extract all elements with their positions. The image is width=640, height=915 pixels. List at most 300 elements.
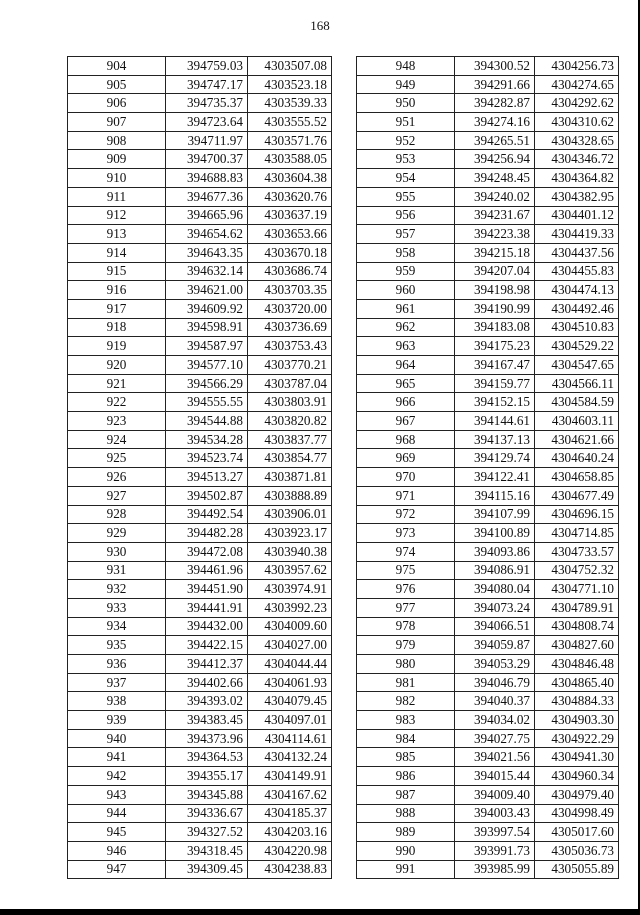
y-coordinate-cell: 4304437.56	[535, 243, 619, 262]
table-row	[357, 841, 619, 860]
table-row	[357, 449, 619, 468]
table-row	[68, 711, 332, 730]
x-coordinate-cell: 394137.13	[455, 430, 535, 449]
x-coordinate-cell: 393991.73	[455, 841, 535, 860]
point-number-cell: 989	[357, 823, 455, 842]
point-number-cell: 917	[68, 299, 166, 318]
point-number-cell: 924	[68, 430, 166, 449]
x-coordinate-cell: 394274.16	[455, 113, 535, 132]
table-row	[357, 673, 619, 692]
x-coordinate-cell: 394502.87	[166, 486, 248, 505]
point-number-cell: 988	[357, 804, 455, 823]
x-coordinate-cell: 394393.02	[166, 692, 248, 711]
y-coordinate-cell: 4304696.15	[535, 505, 619, 524]
point-number-cell: 923	[68, 412, 166, 431]
table-row	[357, 468, 619, 487]
point-number-cell: 926	[68, 468, 166, 487]
table-row	[357, 57, 619, 76]
table-row	[68, 580, 332, 599]
x-coordinate-cell: 394115.16	[455, 486, 535, 505]
y-coordinate-cell: 4304061.93	[248, 673, 332, 692]
table-row	[357, 561, 619, 580]
y-coordinate-cell: 4304941.30	[535, 748, 619, 767]
table-row	[68, 860, 332, 879]
point-number-cell: 916	[68, 281, 166, 300]
point-number-cell: 956	[357, 206, 455, 225]
y-coordinate-cell: 4303854.77	[248, 449, 332, 468]
table-row	[68, 57, 332, 76]
x-coordinate-cell: 394598.91	[166, 318, 248, 337]
x-coordinate-cell: 394492.54	[166, 505, 248, 524]
y-coordinate-cell: 4304547.65	[535, 356, 619, 375]
table-row	[68, 767, 332, 786]
table-row	[68, 281, 332, 300]
table-row	[68, 449, 332, 468]
table-row	[68, 561, 332, 580]
y-coordinate-cell: 4303604.38	[248, 169, 332, 188]
point-number-cell: 927	[68, 486, 166, 505]
y-coordinate-cell: 4304274.65	[535, 75, 619, 94]
y-coordinate-cell: 4305055.89	[535, 860, 619, 879]
table-row	[68, 337, 332, 356]
table-row	[68, 524, 332, 543]
x-coordinate-cell: 394723.64	[166, 113, 248, 132]
y-coordinate-cell: 4304474.13	[535, 281, 619, 300]
y-coordinate-cell: 4304009.60	[248, 617, 332, 636]
x-coordinate-cell: 394513.27	[166, 468, 248, 487]
table-row	[68, 636, 332, 655]
y-coordinate-cell: 4303686.74	[248, 262, 332, 281]
table-row	[68, 187, 332, 206]
x-coordinate-cell: 393997.54	[455, 823, 535, 842]
y-coordinate-cell: 4303736.69	[248, 318, 332, 337]
y-coordinate-cell: 4303837.77	[248, 430, 332, 449]
table-row	[68, 486, 332, 505]
x-coordinate-cell: 394040.37	[455, 692, 535, 711]
point-number-cell: 978	[357, 617, 455, 636]
y-coordinate-cell: 4303906.01	[248, 505, 332, 524]
y-coordinate-cell: 4304149.91	[248, 767, 332, 786]
x-coordinate-cell: 394587.97	[166, 337, 248, 356]
x-coordinate-cell: 394198.98	[455, 281, 535, 300]
y-coordinate-cell: 4304079.45	[248, 692, 332, 711]
point-number-cell: 959	[357, 262, 455, 281]
y-coordinate-cell: 4304827.60	[535, 636, 619, 655]
y-coordinate-cell: 4304167.62	[248, 785, 332, 804]
point-number-cell: 949	[357, 75, 455, 94]
point-number-cell: 929	[68, 524, 166, 543]
y-coordinate-cell: 4303653.66	[248, 225, 332, 244]
point-number-cell: 971	[357, 486, 455, 505]
table-row	[357, 243, 619, 262]
x-coordinate-cell: 394100.89	[455, 524, 535, 543]
y-coordinate-cell: 4303703.35	[248, 281, 332, 300]
y-coordinate-cell: 4303974.91	[248, 580, 332, 599]
x-coordinate-cell: 394159.77	[455, 374, 535, 393]
point-number-cell: 974	[357, 542, 455, 561]
y-coordinate-cell: 4303940.38	[248, 542, 332, 561]
point-number-cell: 945	[68, 823, 166, 842]
y-coordinate-cell: 4303507.08	[248, 57, 332, 76]
y-coordinate-cell: 4304752.32	[535, 561, 619, 580]
x-coordinate-cell: 394282.87	[455, 94, 535, 113]
y-coordinate-cell: 4304884.33	[535, 692, 619, 711]
y-coordinate-cell: 4303803.91	[248, 393, 332, 412]
table-row	[68, 243, 332, 262]
table-row	[357, 430, 619, 449]
x-coordinate-cell: 394080.04	[455, 580, 535, 599]
x-coordinate-cell: 394256.94	[455, 150, 535, 169]
point-number-cell: 991	[357, 860, 455, 879]
x-coordinate-cell: 394759.03	[166, 57, 248, 76]
point-number-cell: 965	[357, 374, 455, 393]
x-coordinate-cell: 394053.29	[455, 655, 535, 674]
y-coordinate-cell: 4304419.33	[535, 225, 619, 244]
x-coordinate-cell: 394451.90	[166, 580, 248, 599]
x-coordinate-cell: 394093.86	[455, 542, 535, 561]
point-number-cell: 919	[68, 337, 166, 356]
y-coordinate-cell: 4304097.01	[248, 711, 332, 730]
x-coordinate-cell: 394609.92	[166, 299, 248, 318]
scan-edge-bottom	[0, 909, 640, 915]
x-coordinate-cell: 394482.28	[166, 524, 248, 543]
table-row	[68, 374, 332, 393]
y-coordinate-cell: 4303539.33	[248, 94, 332, 113]
x-coordinate-cell: 394373.96	[166, 729, 248, 748]
point-number-cell: 906	[68, 94, 166, 113]
x-coordinate-cell: 394300.52	[455, 57, 535, 76]
y-coordinate-cell: 4304922.29	[535, 729, 619, 748]
x-coordinate-cell: 394422.15	[166, 636, 248, 655]
y-coordinate-cell: 4303992.23	[248, 598, 332, 617]
x-coordinate-cell: 394066.51	[455, 617, 535, 636]
table-row	[357, 598, 619, 617]
x-coordinate-cell: 394364.53	[166, 748, 248, 767]
x-coordinate-cell: 394309.45	[166, 860, 248, 879]
y-coordinate-cell: 4303670.18	[248, 243, 332, 262]
point-number-cell: 960	[357, 281, 455, 300]
point-number-cell: 972	[357, 505, 455, 524]
x-coordinate-cell: 394027.75	[455, 729, 535, 748]
point-number-cell: 944	[68, 804, 166, 823]
table-row	[357, 767, 619, 786]
x-coordinate-cell: 394190.99	[455, 299, 535, 318]
y-coordinate-cell: 4304238.83	[248, 860, 332, 879]
x-coordinate-cell: 394677.36	[166, 187, 248, 206]
y-coordinate-cell: 4303957.62	[248, 561, 332, 580]
table-row	[357, 711, 619, 730]
table-row	[357, 94, 619, 113]
table-row	[68, 131, 332, 150]
point-number-cell: 907	[68, 113, 166, 132]
point-number-cell: 979	[357, 636, 455, 655]
table-row	[357, 187, 619, 206]
y-coordinate-cell: 4304027.00	[248, 636, 332, 655]
point-number-cell: 966	[357, 393, 455, 412]
y-coordinate-cell: 4304865.40	[535, 673, 619, 692]
point-number-cell: 933	[68, 598, 166, 617]
point-number-cell: 952	[357, 131, 455, 150]
point-number-cell: 928	[68, 505, 166, 524]
y-coordinate-cell: 4304789.91	[535, 598, 619, 617]
x-coordinate-cell: 394240.02	[455, 187, 535, 206]
table-row	[357, 356, 619, 375]
x-coordinate-cell: 394688.83	[166, 169, 248, 188]
x-coordinate-cell: 394711.97	[166, 131, 248, 150]
x-coordinate-cell: 394632.14	[166, 262, 248, 281]
y-coordinate-cell: 4304677.49	[535, 486, 619, 505]
table-row	[357, 729, 619, 748]
point-number-cell: 915	[68, 262, 166, 281]
y-coordinate-cell: 4305036.73	[535, 841, 619, 860]
point-number-cell: 946	[68, 841, 166, 860]
y-coordinate-cell: 4304658.85	[535, 468, 619, 487]
table-row	[68, 804, 332, 823]
table-row	[357, 785, 619, 804]
point-number-cell: 943	[68, 785, 166, 804]
y-coordinate-cell: 4304808.74	[535, 617, 619, 636]
y-coordinate-cell: 4304903.30	[535, 711, 619, 730]
x-coordinate-cell: 394544.88	[166, 412, 248, 431]
table-row	[68, 299, 332, 318]
x-coordinate-cell: 394345.88	[166, 785, 248, 804]
point-number-cell: 950	[357, 94, 455, 113]
x-coordinate-cell: 394700.37	[166, 150, 248, 169]
table-row	[68, 150, 332, 169]
table-row	[357, 580, 619, 599]
point-number-cell: 984	[357, 729, 455, 748]
point-number-cell: 938	[68, 692, 166, 711]
x-coordinate-cell: 394144.61	[455, 412, 535, 431]
y-coordinate-cell: 4304603.11	[535, 412, 619, 431]
point-number-cell: 920	[68, 356, 166, 375]
point-number-cell: 985	[357, 748, 455, 767]
x-coordinate-cell: 394555.55	[166, 393, 248, 412]
x-coordinate-cell: 394122.41	[455, 468, 535, 487]
y-coordinate-cell: 4303888.89	[248, 486, 332, 505]
point-number-cell: 961	[357, 299, 455, 318]
x-coordinate-cell: 394654.62	[166, 225, 248, 244]
table-row	[68, 505, 332, 524]
point-number-cell: 937	[68, 673, 166, 692]
y-coordinate-cell: 4305017.60	[535, 823, 619, 842]
y-coordinate-cell: 4304256.73	[535, 57, 619, 76]
point-number-cell: 977	[357, 598, 455, 617]
table-row	[357, 412, 619, 431]
table-row	[68, 412, 332, 431]
x-coordinate-cell: 394318.45	[166, 841, 248, 860]
x-coordinate-cell: 394461.96	[166, 561, 248, 580]
y-coordinate-cell: 4303571.76	[248, 131, 332, 150]
y-coordinate-cell: 4304960.34	[535, 767, 619, 786]
point-number-cell: 948	[357, 57, 455, 76]
point-number-cell: 904	[68, 57, 166, 76]
y-coordinate-cell: 4304621.66	[535, 430, 619, 449]
y-coordinate-cell: 4304510.83	[535, 318, 619, 337]
point-number-cell: 909	[68, 150, 166, 169]
y-coordinate-cell: 4304640.24	[535, 449, 619, 468]
point-number-cell: 982	[357, 692, 455, 711]
x-coordinate-cell: 394534.28	[166, 430, 248, 449]
x-coordinate-cell: 394441.91	[166, 598, 248, 617]
table-row	[68, 318, 332, 337]
table-row	[68, 655, 332, 674]
x-coordinate-cell: 394059.87	[455, 636, 535, 655]
table-row	[68, 598, 332, 617]
y-coordinate-cell: 4304203.16	[248, 823, 332, 842]
x-coordinate-cell: 394003.43	[455, 804, 535, 823]
y-coordinate-cell: 4304310.62	[535, 113, 619, 132]
x-coordinate-cell: 394432.00	[166, 617, 248, 636]
x-coordinate-cell: 394009.40	[455, 785, 535, 804]
table-row	[68, 692, 332, 711]
table-row	[357, 225, 619, 244]
coordinate-table-right	[356, 56, 619, 879]
x-coordinate-cell: 394231.67	[455, 206, 535, 225]
y-coordinate-cell: 4303523.18	[248, 75, 332, 94]
table-row	[357, 692, 619, 711]
table-row	[68, 617, 332, 636]
table-row	[357, 374, 619, 393]
point-number-cell: 990	[357, 841, 455, 860]
table-row	[68, 542, 332, 561]
point-number-cell: 910	[68, 169, 166, 188]
x-coordinate-cell: 394291.66	[455, 75, 535, 94]
y-coordinate-cell: 4304364.82	[535, 169, 619, 188]
table-row	[68, 729, 332, 748]
point-number-cell: 958	[357, 243, 455, 262]
table-row	[357, 524, 619, 543]
point-number-cell: 930	[68, 542, 166, 561]
point-number-cell: 964	[357, 356, 455, 375]
point-number-cell: 951	[357, 113, 455, 132]
y-coordinate-cell: 4303637.19	[248, 206, 332, 225]
x-coordinate-cell: 394129.74	[455, 449, 535, 468]
table-row	[68, 262, 332, 281]
point-number-cell: 905	[68, 75, 166, 94]
x-coordinate-cell: 394207.04	[455, 262, 535, 281]
point-number-cell: 970	[357, 468, 455, 487]
point-number-cell: 912	[68, 206, 166, 225]
table-row	[68, 393, 332, 412]
table-row	[68, 748, 332, 767]
coordinate-table-left	[67, 56, 332, 879]
table-row	[68, 673, 332, 692]
point-number-cell: 975	[357, 561, 455, 580]
table-row	[357, 113, 619, 132]
table-row	[357, 150, 619, 169]
point-number-cell: 940	[68, 729, 166, 748]
y-coordinate-cell: 4304328.65	[535, 131, 619, 150]
y-coordinate-cell: 4304979.40	[535, 785, 619, 804]
point-number-cell: 925	[68, 449, 166, 468]
point-number-cell: 921	[68, 374, 166, 393]
table-row	[68, 841, 332, 860]
table-row	[357, 804, 619, 823]
point-number-cell: 935	[68, 636, 166, 655]
x-coordinate-cell: 394747.17	[166, 75, 248, 94]
x-coordinate-cell: 394412.37	[166, 655, 248, 674]
y-coordinate-cell: 4304132.24	[248, 748, 332, 767]
x-coordinate-cell: 394073.24	[455, 598, 535, 617]
y-coordinate-cell: 4303753.43	[248, 337, 332, 356]
table-row	[68, 75, 332, 94]
x-coordinate-cell: 394107.99	[455, 505, 535, 524]
x-coordinate-cell: 394402.66	[166, 673, 248, 692]
table-row	[68, 206, 332, 225]
point-number-cell: 986	[357, 767, 455, 786]
y-coordinate-cell: 4303720.00	[248, 299, 332, 318]
x-coordinate-cell: 394248.45	[455, 169, 535, 188]
x-coordinate-cell: 394021.56	[455, 748, 535, 767]
point-number-cell: 955	[357, 187, 455, 206]
table-row	[357, 281, 619, 300]
x-coordinate-cell: 394566.29	[166, 374, 248, 393]
x-coordinate-cell: 393985.99	[455, 860, 535, 879]
table-row	[68, 468, 332, 487]
x-coordinate-cell: 394472.08	[166, 542, 248, 561]
y-coordinate-cell: 4303871.81	[248, 468, 332, 487]
point-number-cell: 914	[68, 243, 166, 262]
x-coordinate-cell: 394577.10	[166, 356, 248, 375]
point-number-cell: 918	[68, 318, 166, 337]
table-row	[68, 225, 332, 244]
x-coordinate-cell: 394086.91	[455, 561, 535, 580]
x-coordinate-cell: 394175.23	[455, 337, 535, 356]
x-coordinate-cell: 394665.96	[166, 206, 248, 225]
table-row	[68, 785, 332, 804]
point-number-cell: 980	[357, 655, 455, 674]
table-row	[357, 860, 619, 879]
table-row	[357, 131, 619, 150]
point-number-cell: 939	[68, 711, 166, 730]
page-number: 168	[310, 18, 330, 33]
y-coordinate-cell: 4304382.95	[535, 187, 619, 206]
x-coordinate-cell: 394523.74	[166, 449, 248, 468]
table-body	[357, 57, 619, 879]
y-coordinate-cell: 4303555.52	[248, 113, 332, 132]
table-row	[357, 542, 619, 561]
point-number-cell: 973	[357, 524, 455, 543]
point-number-cell: 911	[68, 187, 166, 206]
x-coordinate-cell: 394643.35	[166, 243, 248, 262]
y-coordinate-cell: 4303820.82	[248, 412, 332, 431]
table-row	[357, 617, 619, 636]
point-number-cell: 954	[357, 169, 455, 188]
x-coordinate-cell: 394621.00	[166, 281, 248, 300]
y-coordinate-cell: 4304185.37	[248, 804, 332, 823]
y-coordinate-cell: 4304455.83	[535, 262, 619, 281]
x-coordinate-cell: 394327.52	[166, 823, 248, 842]
y-coordinate-cell: 4303588.05	[248, 150, 332, 169]
y-coordinate-cell: 4304998.49	[535, 804, 619, 823]
table-row	[357, 299, 619, 318]
y-coordinate-cell: 4304346.72	[535, 150, 619, 169]
table-row	[357, 206, 619, 225]
x-coordinate-cell: 394215.18	[455, 243, 535, 262]
y-coordinate-cell: 4304401.12	[535, 206, 619, 225]
point-number-cell: 936	[68, 655, 166, 674]
point-number-cell: 963	[357, 337, 455, 356]
point-number-cell: 976	[357, 580, 455, 599]
y-coordinate-cell: 4303923.17	[248, 524, 332, 543]
point-number-cell: 967	[357, 412, 455, 431]
y-coordinate-cell: 4304492.46	[535, 299, 619, 318]
table-row	[357, 748, 619, 767]
y-coordinate-cell: 4303770.21	[248, 356, 332, 375]
table-row	[68, 94, 332, 113]
x-coordinate-cell: 394167.47	[455, 356, 535, 375]
